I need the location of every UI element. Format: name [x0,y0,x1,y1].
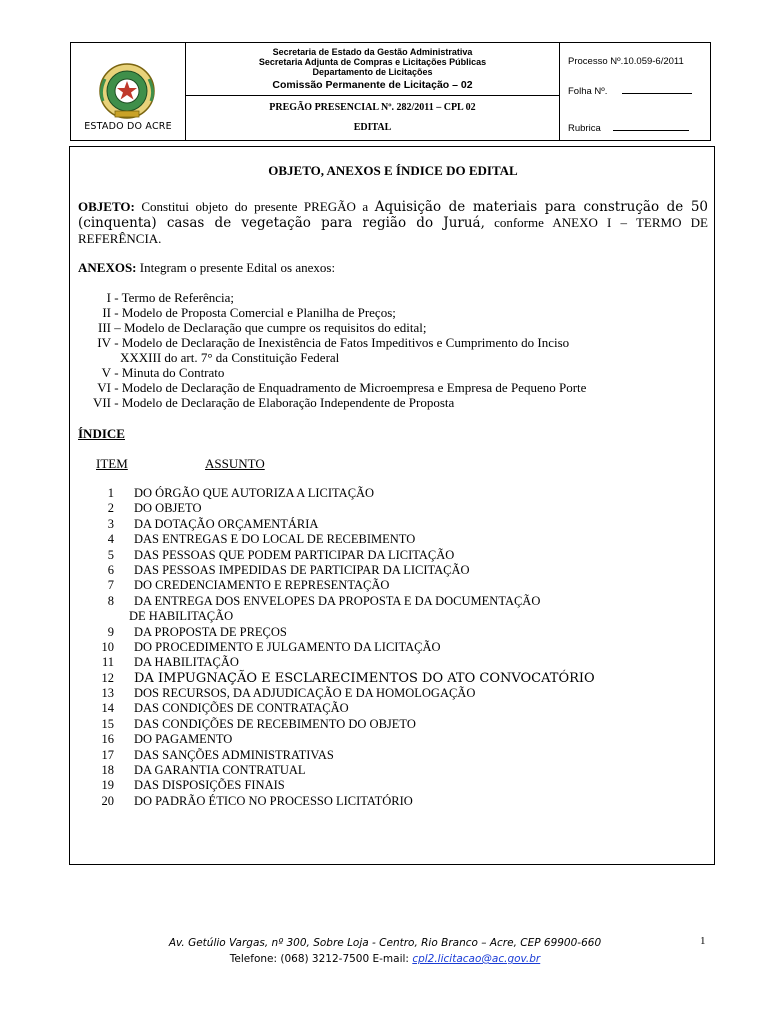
item-number: 17 [101,747,114,762]
anexo-number: I [106,290,111,305]
rubrica-field [568,123,689,134]
item-subject: DO PAGAMENTO [134,732,233,747]
page-number: 1 [700,935,706,947]
item-number: 3 [107,516,114,531]
anexo-number: IV [97,335,111,350]
item-number: 8 [107,593,114,608]
item-subject: DAS PESSOAS IMPEDIDAS DE PARTICIPAR DA LICITAÇÃO [134,562,470,577]
item-subject: DO ÓRGÃO QUE AUTORIZA A LICITAÇÃO [134,486,375,500]
document-header [70,42,711,141]
item-subject: DAS ENTREGAS E DO LOCAL DE RECEBIMENTO [134,532,416,547]
objeto-text-a: Constitui objeto do presente PREGÃO a [141,199,369,214]
item-subject: DO CREDENCIAMENTO E REPRESENTAÇÃO [134,578,390,593]
list-item: IV - Modelo de Declaração de Inexistência de Fatos Impeditivos e Cumprimento do Inciso [78,335,708,350]
list-item [78,655,708,670]
indice-list [78,486,708,809]
list-item [78,778,708,793]
pregao-line: PREGÃO PRESENCIAL Nº. 282/2011 – CPL 02 [269,102,476,113]
content-body [78,163,708,809]
anexo-text: XXXIII do art. 7° da Constituição Federal [120,350,340,365]
list-item: II - Modelo de Proposta Comercial e Planilha de Preços; [78,305,708,320]
item-number: 16 [101,732,114,747]
objeto-text-b: Aquisição de materiais para construção de 50 (cinquenta) casas de vegetação para região do Juruá, [78,199,708,231]
list-item: III – Modelo de Declaração que cumpre os requisitos do edital; [78,320,708,335]
col-assunto-header: ASSUNTO [205,456,265,471]
list-item [78,748,708,763]
secretaria-line: Secretaria de Estado da Gestão Administrativa [272,47,473,57]
anexo-number: VII [92,395,111,410]
anexos-list [78,290,708,410]
list-item [78,717,708,732]
item-number: 11 [101,655,114,670]
list-item [78,517,708,532]
list-item [78,701,708,716]
anexo-text: Modelo de Declaração de Enquadramento de Microempresa e Empresa de Pequeno Porte [121,380,587,395]
list-item [78,532,708,547]
list-item [78,486,708,501]
page-footer [0,935,770,967]
objeto-paragraph [78,199,708,246]
list-item [78,671,708,686]
header-right-cell [560,43,710,140]
list-item [78,578,708,593]
folha-field [568,86,692,97]
anexo-text: Modelo de Declaração de Elaboração Independente de Proposta [121,395,455,410]
item-number: 12 [101,670,114,685]
item-number: 6 [107,562,114,577]
item-subject: DA DOTAÇÃO ORÇAMENTÁRIA [134,516,319,531]
list-item [78,794,708,809]
list-item [78,594,708,609]
item-number: 19 [101,778,114,793]
item-subject: DAS CONDIÇÕES DE RECEBIMENTO DO OBJETO [134,716,416,731]
item-subject: DAS DISPOSIÇÕES FINAIS [134,778,285,793]
folha-label: Folha Nº. [568,86,608,97]
list-item [78,763,708,778]
anexo-number: II [102,305,111,320]
anexo-text: Termo de Referência; [121,290,235,305]
list-item: VI - Modelo de Declaração de Enquadramento de Microempresa e Empresa de Pequeno Porte [78,380,708,395]
anexo-number: III [98,320,111,335]
item-subject: DE HABILITAÇÃO [129,609,234,624]
list-item [78,548,708,563]
footer-email-link[interactable]: cpl2.licitacao@ac.gov.br [412,953,541,965]
item-subject: DA ENTREGA DOS ENVELOPES DA PROPOSTA E DA DOCUMENTAÇÃO [134,593,541,608]
list-item [78,625,708,640]
estado-label: ESTADO DO ACRE [84,121,172,132]
edital-line: EDITAL [353,122,392,133]
footer-address: Av. Getúlio Vargas, nº 300, Sobre Loja - Centro, Rio Branco – Acre, CEP 69900-660 [168,937,602,949]
indice-heading: ÍNDICE [78,426,125,441]
footer-phone: Telefone: (068) 3212-7500 E-mail: [229,953,409,965]
item-subject: DO PROCEDIMENTO E JULGAMENTO DA LICITAÇÃO [134,639,441,654]
item-number: 13 [101,686,114,701]
item-number: 1 [107,486,114,500]
rubrica-blank [613,130,689,131]
objeto-text-c: conforme ANEXO I – TERMO DE REFERÊNCIA. [78,215,708,246]
item-subject: DO OBJETO [134,501,202,516]
anexos-intro [78,260,708,276]
item-number: 2 [107,501,114,516]
item-number: 18 [101,763,114,778]
anexos-text: Integram o presente Edital os anexos: [139,260,336,275]
anexo-number: V [101,365,111,380]
item-number: 5 [107,547,114,562]
item-number: 20 [101,793,114,808]
anexo-text: Modelo de Declaração que cumpre os requisitos do edital; [124,320,427,335]
processo-number: Processo Nº.10.059-6/2011 [568,56,684,67]
list-item [78,640,708,655]
footer-contact [0,951,770,967]
item-number: 4 [107,532,114,547]
anexo-text: Minuta do Contrato [121,365,225,380]
col-item-header: ITEM [96,456,128,471]
item-subject: DAS PESSOAS QUE PODEM PARTICIPAR DA LICITAÇÃO [134,547,455,562]
item-subject: DA PROPOSTA DE PREÇOS [134,624,287,639]
item-subject: DOS RECURSOS, DA ADJUDICAÇÃO E DA HOMOLOGAÇÃO [134,686,476,701]
folha-blank [622,93,692,94]
secretaria-adjunta-line: Secretaria Adjunta de Compras e Licitações Públicas [258,57,487,67]
content-box [69,146,715,865]
commission-line: Comissão Permanente de Licitação – 02 [272,79,473,91]
list-item: V - Minuta do Contrato [78,365,708,380]
objeto-label: OBJETO: [78,199,135,214]
item-subject: DA HABILITAÇÃO [134,655,239,670]
item-number: 7 [107,578,114,593]
list-item [78,563,708,578]
rubrica-label: Rubrica [568,123,601,134]
header-center-cell [186,43,560,140]
item-subject: DA GARANTIA CONTRATUAL [134,763,306,778]
list-item [78,686,708,701]
item-subject: DAS CONDIÇÕES DE CONTRATAÇÃO [134,701,349,716]
item-number: 15 [101,716,114,731]
anexo-number: VI [97,380,111,395]
item-number: 10 [101,639,114,654]
list-item [78,732,708,747]
item-number: 9 [107,624,114,639]
page-title: OBJETO, ANEXOS E ÍNDICE DO EDITAL [268,163,518,178]
list-item-continuation [78,350,708,365]
anexo-text: Modelo de Declaração de Inexistência de Fatos Impeditivos e Cumprimento do Inciso [121,335,570,350]
state-seal-icon [97,61,157,121]
anexo-text: Modelo de Proposta Comercial e Planilha de Preços; [121,305,396,320]
item-subject: DO PADRÃO ÉTICO NO PROCESSO LICITATÓRIO [134,793,413,808]
header-logo-cell [71,43,186,140]
list-item-continuation [78,609,708,624]
list-item [78,501,708,516]
item-subject: DA IMPUGNAÇÃO E ESCLARECIMENTOS DO ATO CONVOCATÓRIO [134,670,595,686]
item-subject: DAS SANÇÕES ADMINISTRATIVAS [134,747,334,762]
item-number: 14 [101,701,114,716]
list-item: I - Termo de Referência; [78,290,708,305]
indice-column-headers [78,456,708,472]
list-item: VII - Modelo de Declaração de Elaboração Independente de Proposta [78,395,708,410]
anexos-label: ANEXOS: [78,260,137,275]
header-divider [186,95,559,96]
departamento-line: Departamento de Licitações [312,67,433,77]
